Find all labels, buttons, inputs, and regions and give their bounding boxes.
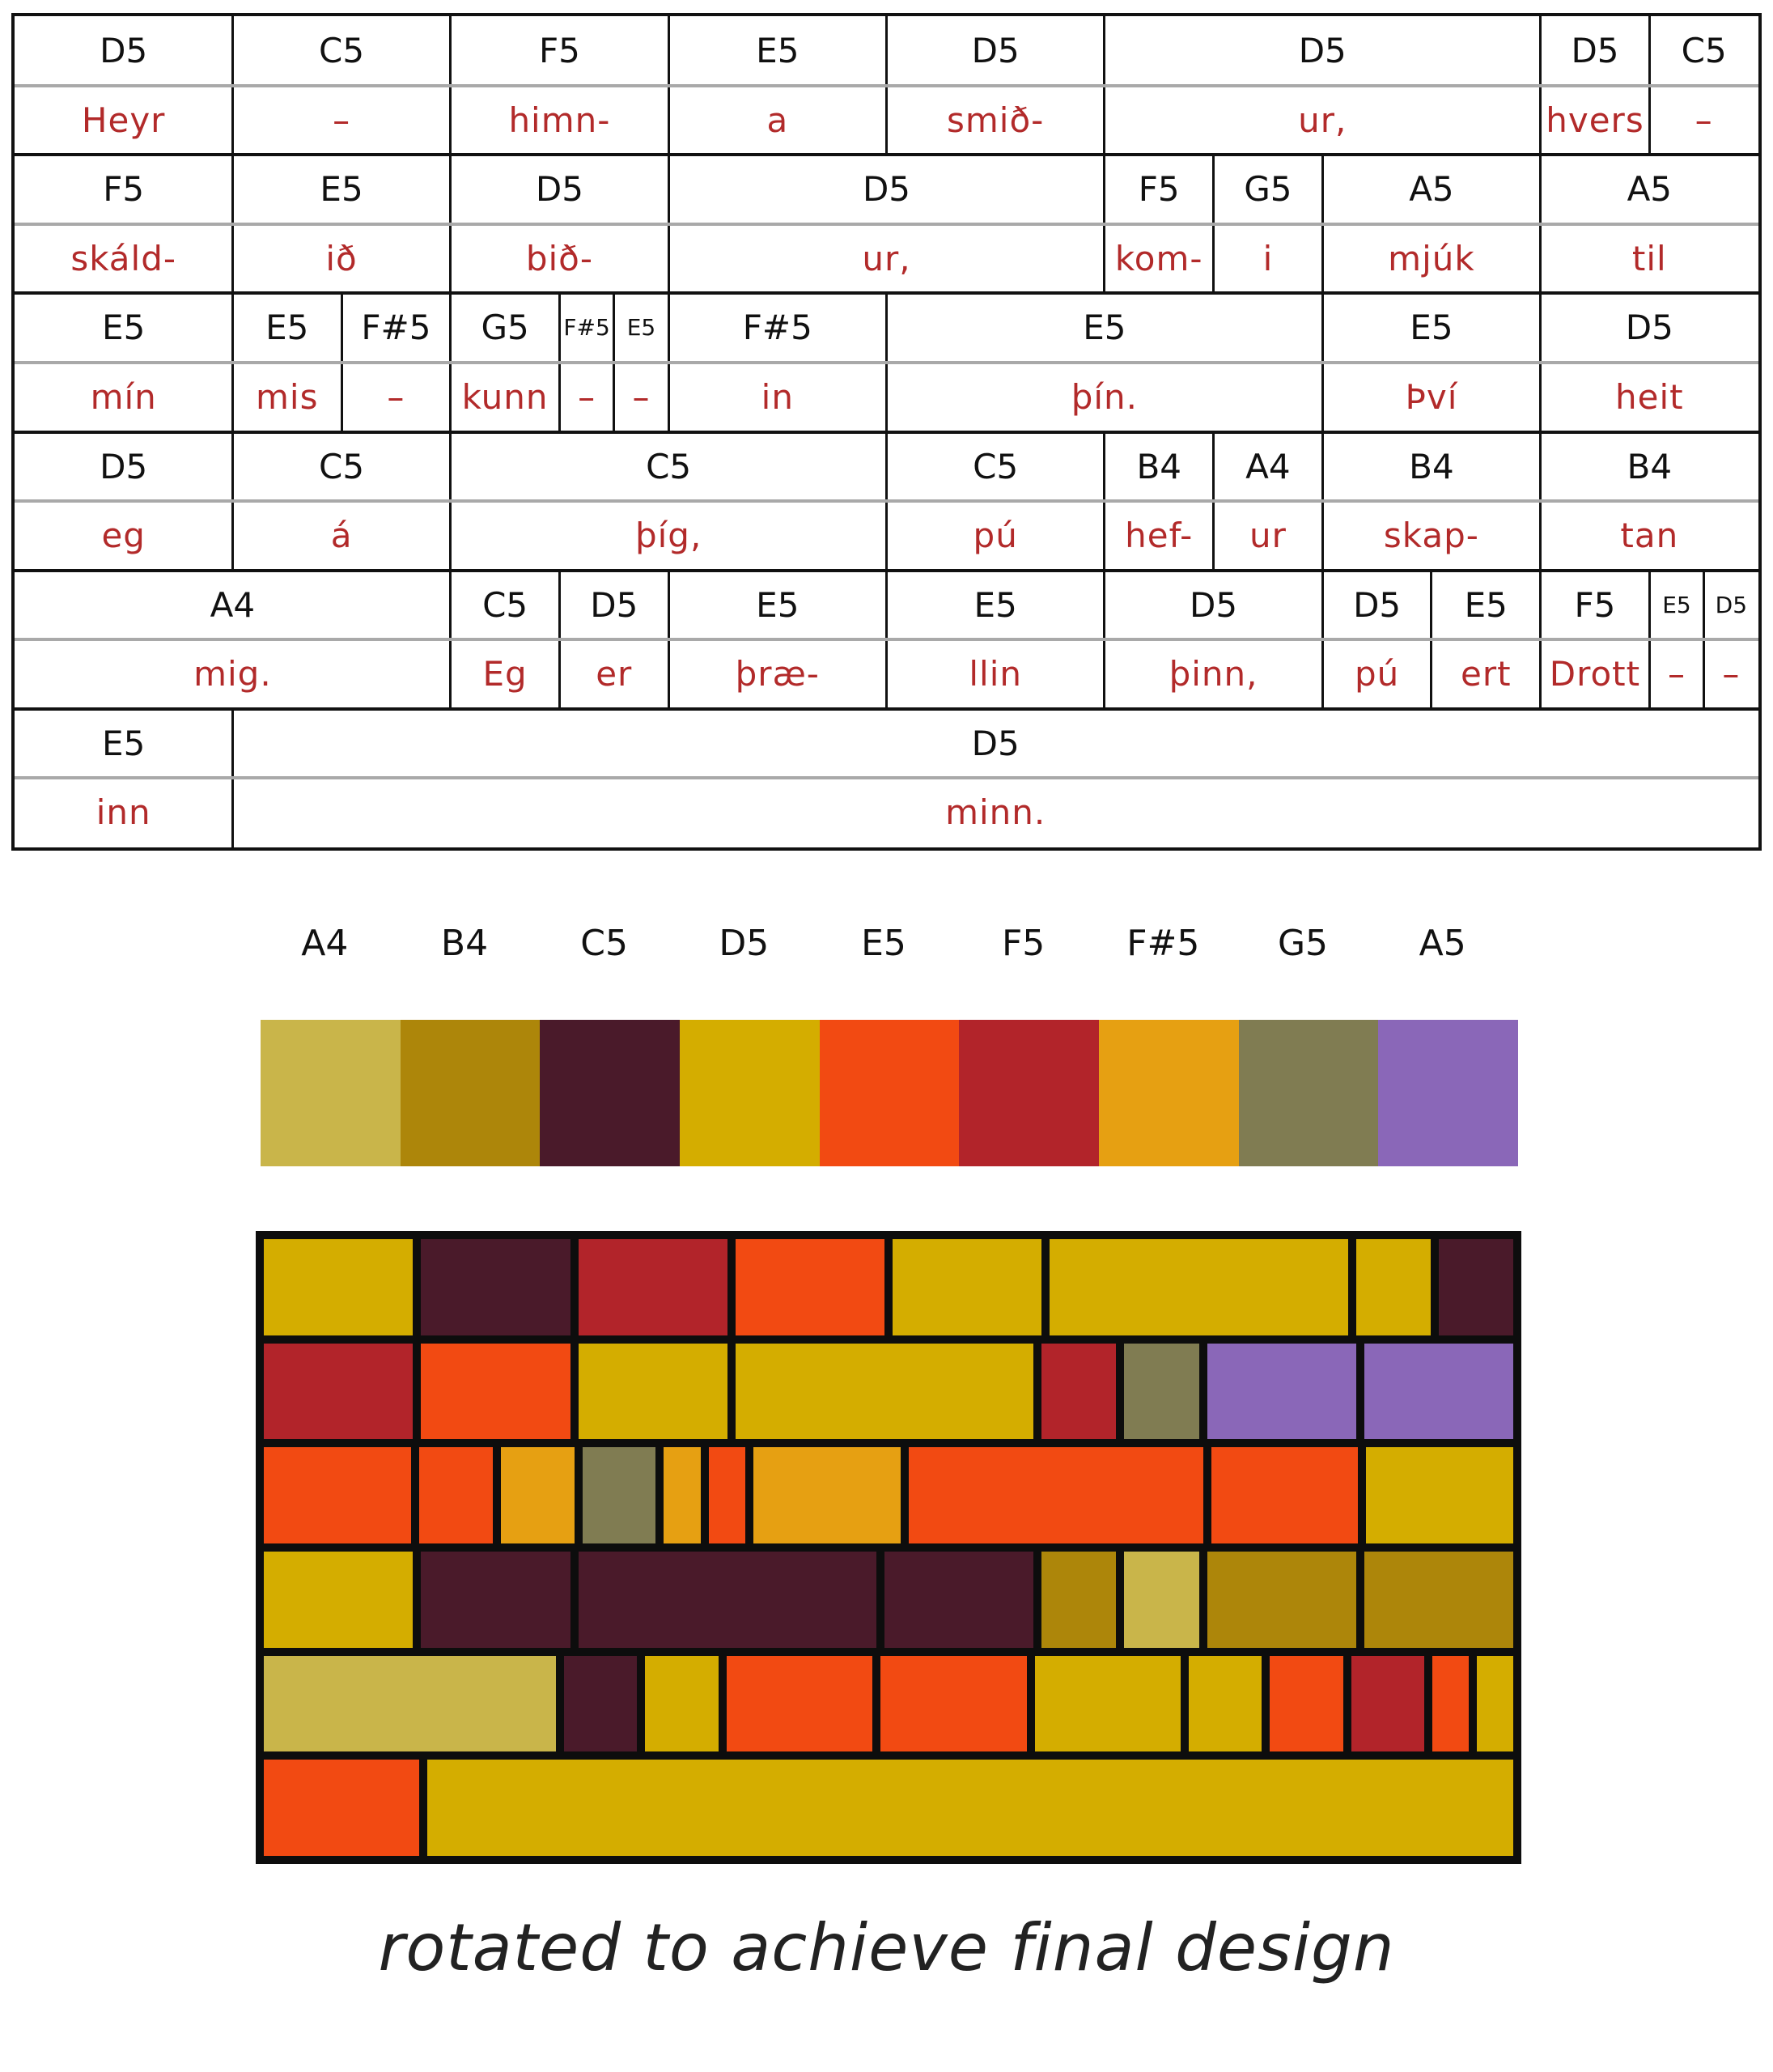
- lyric-syllable: kunn: [461, 376, 549, 417]
- lyric-syllable: hef-: [1125, 516, 1194, 556]
- note-name: F5: [1138, 169, 1180, 210]
- note-name: F5: [1574, 584, 1616, 625]
- note-name: E5: [973, 584, 1017, 625]
- note-name: A5: [1409, 169, 1454, 210]
- note-name: D5: [590, 584, 638, 625]
- lyric-syllable: i: [1262, 238, 1274, 278]
- note-lyric-divider: [15, 361, 1758, 364]
- score-row: [15, 155, 1758, 293]
- note-name: C5: [973, 446, 1019, 486]
- legend-label: A5: [1419, 923, 1466, 964]
- caption: rotated to achieve final design: [378, 1910, 1395, 1985]
- note-name: D5: [1298, 31, 1347, 70]
- legend-swatch: [261, 1020, 401, 1166]
- color-block: [264, 1760, 419, 1856]
- lyric-syllable: –: [1667, 654, 1686, 694]
- color-block: [579, 1344, 727, 1440]
- note-lyric-divider: [15, 223, 1758, 226]
- color-block: [736, 1239, 884, 1335]
- lyric-syllable: inn: [95, 792, 151, 833]
- color-block: [664, 1447, 700, 1543]
- lyric-syllable: Því: [1405, 376, 1458, 417]
- note-name: E5: [1083, 308, 1126, 348]
- note-name: D5: [1625, 308, 1673, 348]
- row-divider: [15, 707, 1758, 711]
- legend-swatch: [680, 1020, 820, 1166]
- color-block: [736, 1344, 1034, 1440]
- lyric-syllable: –: [1695, 100, 1713, 140]
- lyric-syllable: eg: [101, 516, 146, 556]
- color-block: [1366, 1447, 1513, 1543]
- legend-label: D5: [719, 923, 770, 964]
- lyric-syllable: pú: [973, 516, 1018, 556]
- note-name: F#5: [563, 314, 610, 342]
- legend-label: E5: [861, 923, 906, 964]
- lyric-syllable: –: [1722, 654, 1741, 694]
- lyric-syllable: skap-: [1383, 516, 1479, 556]
- note-name: G5: [481, 308, 529, 348]
- color-block: [1124, 1344, 1198, 1440]
- score-row: [15, 432, 1758, 571]
- color-block: [583, 1447, 656, 1543]
- lyric-syllable: mín: [90, 376, 157, 417]
- score-row: [15, 571, 1758, 709]
- legend-swatch: [959, 1020, 1099, 1166]
- note-name: D5: [1353, 584, 1402, 625]
- legend-labels: [261, 923, 1518, 971]
- row-divider: [15, 431, 1758, 434]
- note-name: D5: [971, 723, 1020, 763]
- note-name: D5: [1190, 584, 1238, 625]
- lyric-syllable: ið: [325, 238, 358, 278]
- color-block: [427, 1760, 1513, 1856]
- note-lyric-divider: [15, 499, 1758, 503]
- legend-swatch: [401, 1020, 541, 1166]
- legend-swatch: [1099, 1020, 1239, 1166]
- legend-label: B4: [440, 923, 489, 964]
- lyric-syllable: pú: [1354, 654, 1400, 694]
- lyric-syllable: heit: [1615, 376, 1684, 417]
- color-legend: [261, 1020, 1518, 1166]
- color-block: [264, 1656, 556, 1752]
- color-block: [501, 1447, 575, 1543]
- note-name: B4: [1627, 446, 1673, 486]
- color-block: [1211, 1447, 1359, 1543]
- note-lyric-divider: [15, 84, 1758, 87]
- legend-swatch: [540, 1020, 680, 1166]
- color-block: [264, 1552, 413, 1648]
- lyric-syllable: tan: [1620, 516, 1679, 556]
- note-name: D5: [971, 31, 1020, 70]
- note-lyric-divider: [15, 776, 1758, 779]
- lyric-syllable: ur,: [1298, 100, 1347, 140]
- color-block: [1041, 1552, 1116, 1648]
- lyric-syllable: til: [1631, 238, 1667, 278]
- note-name: D5: [1571, 31, 1619, 70]
- color-block: [1364, 1344, 1513, 1440]
- color-block: [1207, 1344, 1356, 1440]
- lyric-syllable: þræ-: [735, 654, 820, 694]
- note-name: A5: [1627, 169, 1673, 210]
- lyric-syllable: himn-: [508, 100, 611, 140]
- color-block: [419, 1447, 493, 1543]
- lyric-syllable: Eg: [482, 654, 528, 694]
- lyric-syllable: a: [766, 100, 789, 140]
- lyric-syllable: þín.: [1071, 376, 1139, 417]
- color-block: [1432, 1656, 1469, 1752]
- lyric-syllable: ur: [1249, 516, 1287, 556]
- lyric-syllable: þinn,: [1169, 654, 1258, 694]
- note-name: D5: [535, 169, 583, 210]
- lyric-syllable: mig.: [193, 654, 272, 694]
- lyric-syllable: hvers: [1546, 100, 1644, 140]
- lyric-syllable: ert: [1460, 654, 1512, 694]
- note-name: F5: [538, 31, 580, 70]
- note-name: C5: [646, 446, 692, 486]
- note-name: C5: [482, 584, 528, 625]
- legend-swatch: [820, 1020, 960, 1166]
- color-block: [753, 1447, 901, 1543]
- note-name: F#5: [361, 308, 431, 348]
- score-row: [15, 293, 1758, 431]
- color-block: [579, 1552, 877, 1648]
- color-block: [579, 1239, 727, 1335]
- legend-label: F#5: [1126, 923, 1200, 964]
- lyric-syllable: ur,: [862, 238, 911, 278]
- lyric-syllable: kom-: [1114, 238, 1203, 278]
- lyric-syllable: –: [333, 100, 351, 140]
- note-name: E5: [102, 308, 146, 348]
- color-block: [1477, 1656, 1513, 1752]
- note-name: G5: [1244, 169, 1292, 210]
- lyric-syllable: mjúk: [1388, 238, 1475, 278]
- color-block: [421, 1552, 570, 1648]
- note-name: D5: [1715, 591, 1748, 618]
- color-block: [1041, 1344, 1116, 1440]
- lyric-syllable: mis: [255, 376, 319, 417]
- lyric-syllable: –: [632, 376, 651, 417]
- note-name: E5: [102, 723, 146, 763]
- note-name: D5: [100, 446, 148, 486]
- lyric-syllable: skáld-: [70, 238, 177, 278]
- lyric-syllable: llin: [969, 654, 1022, 694]
- lyric-syllable: þíg,: [634, 516, 702, 556]
- note-name: E5: [1662, 591, 1691, 618]
- note-name: D5: [100, 31, 148, 70]
- score-row: [15, 709, 1758, 847]
- note-name: B4: [1136, 446, 1181, 486]
- lyric-syllable: Drott: [1549, 654, 1641, 694]
- lyric-syllable: á: [330, 516, 353, 556]
- lyric-syllable: Heyr: [81, 100, 166, 140]
- note-name: D5: [862, 169, 911, 210]
- color-block: [909, 1447, 1203, 1543]
- color-block: [1351, 1656, 1424, 1752]
- color-block: [1439, 1239, 1513, 1335]
- color-block: [1356, 1239, 1431, 1335]
- color-block: [645, 1656, 718, 1752]
- note-lyric-divider: [15, 638, 1758, 641]
- color-block: [1050, 1239, 1348, 1335]
- color-block: [1035, 1656, 1181, 1752]
- color-block: [1207, 1552, 1356, 1648]
- color-block: [421, 1239, 570, 1335]
- color-block: [264, 1344, 413, 1440]
- color-block: [880, 1656, 1027, 1752]
- note-name: C5: [319, 446, 365, 486]
- color-block: [1270, 1656, 1342, 1752]
- legend-label: F5: [1002, 923, 1046, 964]
- note-name: A4: [1245, 446, 1291, 486]
- color-block: [1364, 1552, 1513, 1648]
- lyric-syllable: bið-: [525, 238, 594, 278]
- note-name: B4: [1409, 446, 1454, 486]
- note-name: F#5: [742, 308, 812, 348]
- note-name: C5: [1681, 31, 1727, 70]
- score-row: [15, 16, 1758, 155]
- note-name: F5: [103, 169, 145, 210]
- color-block: [1124, 1552, 1198, 1648]
- row-divider: [15, 153, 1758, 156]
- lyric-syllable: smið-: [947, 100, 1045, 140]
- legend-label: A4: [301, 923, 349, 964]
- color-block: [1189, 1656, 1262, 1752]
- note-name: E5: [1410, 308, 1453, 348]
- lyric-syllable: –: [387, 376, 405, 417]
- notation-grid: [11, 13, 1762, 851]
- note-name: E5: [756, 31, 800, 70]
- color-block: [727, 1656, 873, 1752]
- row-divider: [15, 569, 1758, 572]
- note-name: E5: [320, 169, 363, 210]
- color-block: [264, 1239, 413, 1335]
- row-divider: [15, 291, 1758, 295]
- note-name: E5: [756, 584, 800, 625]
- note-name: E5: [626, 314, 656, 342]
- lyric-syllable: –: [578, 376, 596, 417]
- color-block-design: [256, 1231, 1521, 1864]
- lyric-syllable: er: [596, 654, 633, 694]
- legend-label: C5: [580, 923, 629, 964]
- note-name: A4: [210, 584, 256, 625]
- color-block: [709, 1447, 745, 1543]
- color-block: [893, 1239, 1041, 1335]
- color-block: [264, 1447, 411, 1543]
- color-block: [421, 1344, 570, 1440]
- legend-swatch: [1239, 1020, 1379, 1166]
- note-name: E5: [1464, 584, 1508, 625]
- note-name: C5: [319, 31, 365, 70]
- color-block: [884, 1552, 1033, 1648]
- lyric-syllable: in: [761, 376, 794, 417]
- legend-swatch: [1378, 1020, 1518, 1166]
- lyric-syllable: minn.: [945, 792, 1046, 833]
- legend-label: G5: [1277, 923, 1329, 964]
- color-block: [564, 1656, 637, 1752]
- note-name: E5: [265, 308, 309, 348]
